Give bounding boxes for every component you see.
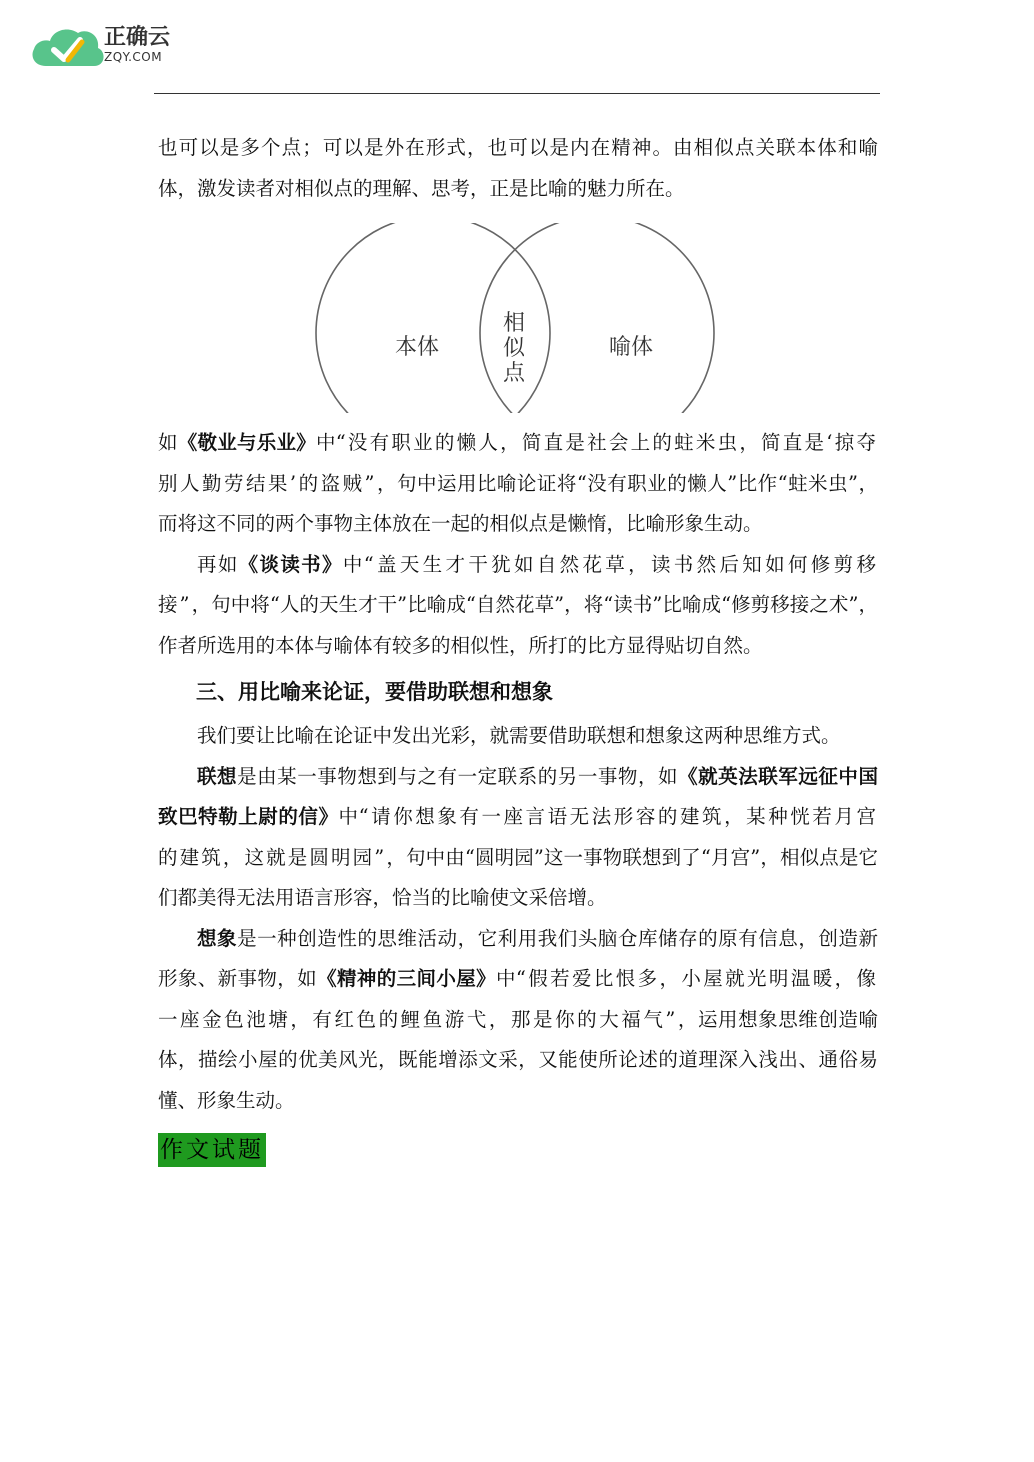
brand-name-en: ZQY.COM <box>104 50 163 64</box>
brand-text <box>104 26 170 64</box>
paragraph-thinking-modes: 我们要让比喻在论证中发出光彩，就需要借助联想和想象这两种思维方式。 <box>197 724 841 747</box>
document-body <box>158 128 878 1167</box>
paragraph-jingye <box>158 423 878 545</box>
intro-paragraph: 也可以是多个点；可以是外在形式，也可以是内在精神。由相似点关联本体和喻体，激发读者对相似点的理解、思考，正是比喻的魅力所在。 <box>158 136 878 200</box>
book-title: 《就英法联军远征中国致巴特勒上尉的信》 <box>158 764 878 828</box>
text-run: 中 <box>496 967 516 990</box>
text-run: 是由某一事物想到与之有一定联系的另一事物，如 <box>237 764 679 788</box>
quotation: “没有职业的懒人，简直是社会上的蛀米虫，简直是‘掠夺别人勤劳结果’的盗贼” <box>158 431 878 495</box>
text-run: ，句中由“圆明园”这一事物联想到了“月宫”，相似点是它们都美得无法用语言形容，恰当的比喻使文采倍增。 <box>158 845 878 909</box>
venn-label-yuti: 喻体 <box>609 335 654 360</box>
text-run: ，运用想象思维创造喻体，描绘小屋的优美风光，既能增添文采，又能使所论述的道理深入浅出、通俗易懂、形象生动。 <box>158 1007 878 1112</box>
book-title: 《敬业与乐业》 <box>177 431 316 454</box>
term: 联想 <box>197 764 238 788</box>
text-run: 如 <box>158 431 178 454</box>
venn-label-si: 似 <box>503 336 526 361</box>
text-run: 是一种创造性的思维活动，它利用我们头脑仓库储存的原有信息，创造新形象、新事物，如 <box>158 926 878 990</box>
quotation: “请你想象有一座言语无法形容的建筑，某种恍若月宫的建筑，这就是圆明园” <box>158 805 878 869</box>
text-run: ，句中运用比喻论证将“没有职业的懒人”比作“蛀米虫”，而将这不同的两个事物主体放在一起的相似点是懒惰，比喻形象生动。 <box>158 471 878 535</box>
paragraph-lianxiang <box>158 757 878 919</box>
venn-diagram <box>315 223 715 413</box>
venn-label-dian: 点 <box>503 361 526 386</box>
page-header <box>0 0 1034 100</box>
text-run: 中 <box>338 805 359 828</box>
book-title: 《谈读书》 <box>238 552 343 576</box>
header-divider <box>154 93 880 94</box>
text-run: 中 <box>342 552 364 576</box>
brand-name-cn: 正确云 <box>104 25 171 50</box>
section-heading-3: 三、用比喻来论证，要借助联想和想象 <box>196 680 553 704</box>
section-tag-composition: 作文试题 <box>158 1133 266 1167</box>
quotation: “假若爱比恨多，小屋就光明温暖，像一座金色池塘，有红色的鲤鱼游弋，那是你的大福气” <box>158 967 878 1031</box>
paragraph-tandushu <box>158 545 878 667</box>
book-title: 《精神的三间小屋》 <box>317 967 496 990</box>
venn-label-benti: 本体 <box>395 335 440 360</box>
term: 想象 <box>197 926 238 950</box>
text-run: 再如 <box>197 552 239 576</box>
text-run: ，句中将“人的天生才干”比喻成“自然花草”，将“读书”比喻成“修剪移接之术”，作者所选用的本体与喻体有较多的相似性，所打的比方显得贴切自然。 <box>158 593 878 657</box>
paragraph-xiangxiang <box>158 919 878 1122</box>
quotation: “盖天生才干犹如自然花草，读书然后知如何修剪移接” <box>158 552 878 616</box>
text-run: 中 <box>315 431 336 454</box>
venn-label-xiang: 相 <box>503 311 526 336</box>
